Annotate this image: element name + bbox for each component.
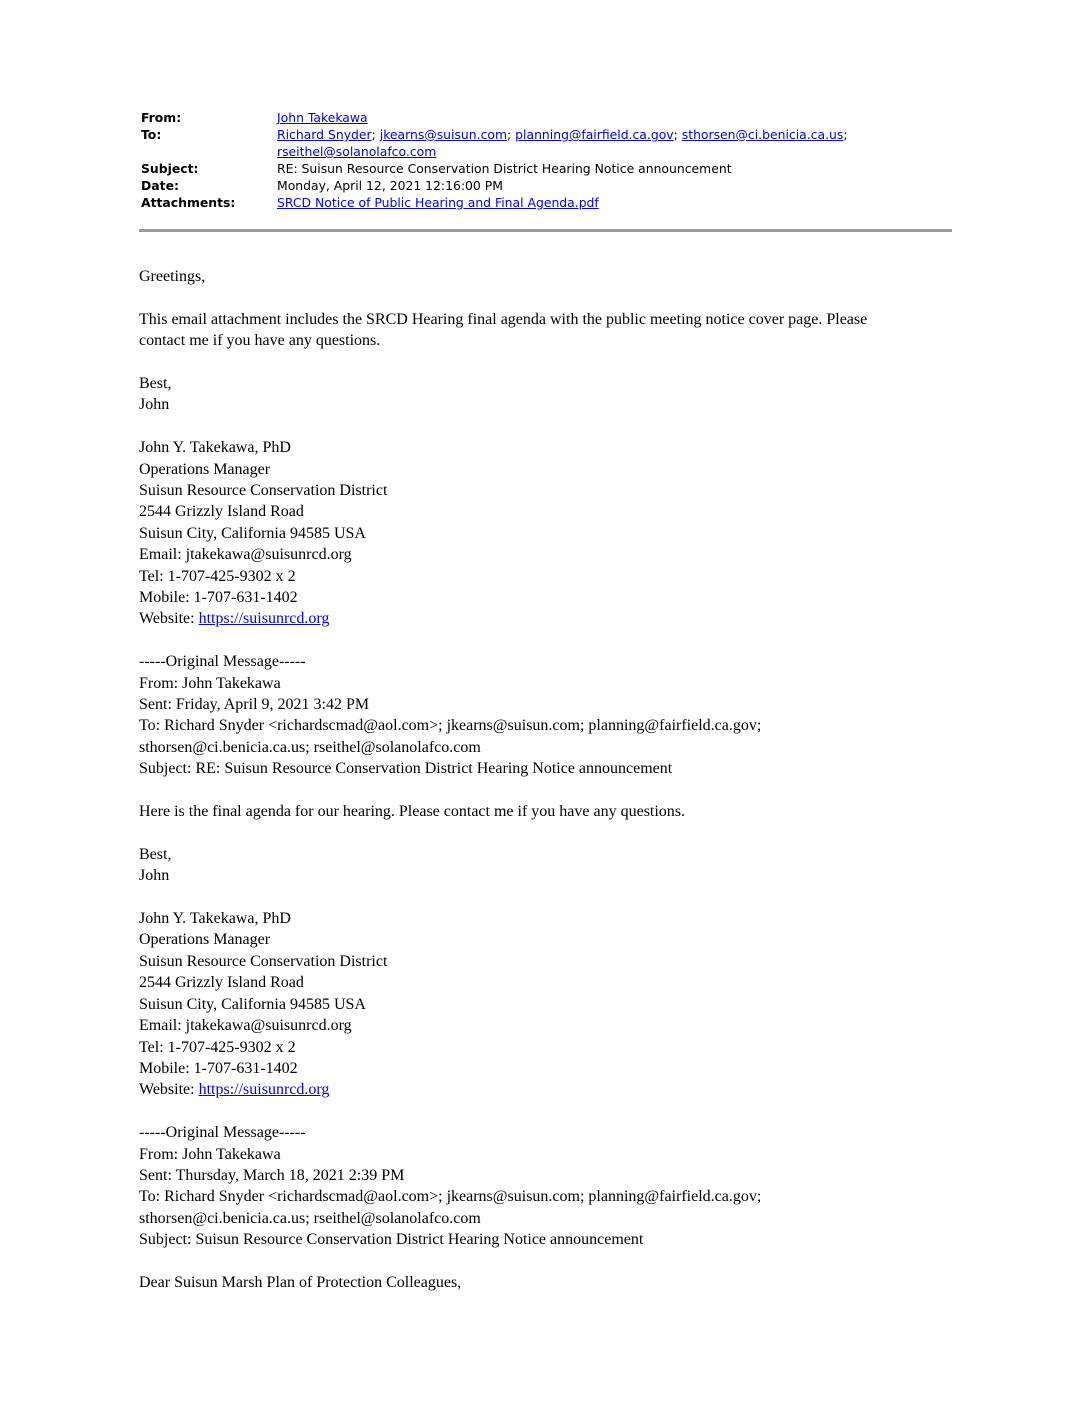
date-label: Date:	[141, 178, 179, 193]
signature-block	[139, 908, 959, 1101]
signature-email: Email: jtakekawa@suisunrcd.org	[139, 1017, 352, 1035]
from-label: From:	[141, 110, 182, 125]
attachments-row	[141, 194, 953, 211]
recipient-link[interactable]: rseithel@solanolafco.com	[277, 144, 437, 159]
from-row	[141, 109, 953, 126]
original-message-header: -----Original Message----- From: John Takekawa Sent: Thursday, March 18, 2021 2:39 PM To: Richard Snyder <richardscmad@aol.com>; jkearns@suisun.com; planning@fairfield.ca.gov; sthorsen@ci.benicia.ca.us; rseithel@solanolafco.com Subject: Suisun Resource Conservation District Hearing Notice announcement	[139, 1122, 959, 1250]
signature-street: 2544 Grizzly Island Road	[139, 974, 304, 992]
original-marker: -----Original Message-----	[139, 653, 306, 671]
subject-row	[141, 160, 953, 177]
signature-block	[139, 437, 959, 630]
email-header	[141, 109, 953, 211]
subject-label: Subject:	[141, 161, 199, 176]
signature-org: Suisun Resource Conservation District	[139, 952, 388, 970]
greeting: Greetings,	[139, 268, 206, 285]
signature-title: Operations Manager	[139, 460, 271, 478]
signature-website: Website: https://suisunrcd.org	[139, 610, 330, 628]
signature-title: Operations Manager	[139, 931, 271, 949]
signature-name: John Y. Takekawa, PhD	[139, 910, 291, 928]
email-body	[139, 266, 959, 1315]
original-message-header: -----Original Message----- From: John Takekawa Sent: Friday, April 9, 2021 3:42 PM To: Richard Snyder <richardscmad@aol.com>; jkearns@suisun.com; planning@fairfield.ca.gov; sthorsen@ci.benicia.ca.us; rseithel@solanolafco.com Subject: RE: Suisun Resource Conservation District Hearing Notice announcement	[139, 651, 959, 779]
date-value: Monday, April 12, 2021 12:16:00 PM	[277, 178, 503, 193]
signature-mobile: Mobile: 1-707-631-1402	[139, 1059, 298, 1077]
signature-tel: Tel: 1-707-425-9302 x 2	[139, 1038, 296, 1056]
to-label: To:	[141, 127, 162, 142]
closing: Best, John	[139, 375, 172, 414]
header-divider	[139, 229, 952, 232]
signature-street: 2544 Grizzly Island Road	[139, 503, 304, 521]
signature-org: Suisun Resource Conservation District	[139, 482, 388, 500]
recipient-link[interactable]: Richard Snyder	[277, 127, 372, 142]
recipient-link[interactable]: sthorsen@ci.benicia.ca.us	[681, 127, 844, 142]
website-link[interactable]: https://suisunrcd.org	[198, 610, 330, 628]
signature-mobile: Mobile: 1-707-631-1402	[139, 589, 298, 607]
attachments-label: Attachments:	[141, 195, 236, 210]
salutation: Dear Suisun Marsh Plan of Protection Colleagues,	[139, 1273, 462, 1291]
original-marker: -----Original Message-----	[139, 1124, 306, 1142]
to-row	[141, 126, 953, 160]
signature-email: Email: jtakekawa@suisunrcd.org	[139, 546, 352, 564]
signature-tel: Tel: 1-707-425-9302 x 2	[139, 567, 296, 585]
signature-city: Suisun City, California 94585 USA	[139, 995, 366, 1013]
signature-website: Website: https://suisunrcd.org	[139, 1081, 330, 1099]
date-row	[141, 177, 953, 194]
signature-city: Suisun City, California 94585 USA	[139, 524, 366, 542]
website-link[interactable]: https://suisunrcd.org	[198, 1081, 330, 1099]
recipient-link[interactable]: jkearns@suisun.com	[379, 127, 508, 142]
intro-paragraph: This email attachment includes the SRCD Hearing final agenda with the public meeting notice cover page. Please contact me if you have any questions.	[139, 310, 868, 350]
to-recipients: Richard Snyder; jkearns@suisun.com; planning@fairfield.ca.gov; sthorsen@ci.benicia.ca.us; rseithel@solanolafco.com	[277, 127, 848, 159]
subject-value: RE: Suisun Resource Conservation District Hearing Notice announcement	[277, 161, 732, 176]
closing: Best, John	[139, 845, 172, 885]
recipient-link[interactable]: planning@fairfield.ca.gov	[515, 127, 674, 142]
original-message-body: Here is the final agenda for our hearing. Please contact me if you have any questions.	[139, 803, 686, 821]
sender-link[interactable]: John Takekawa	[277, 110, 368, 125]
attachment-link[interactable]: SRCD Notice of Public Hearing and Final Agenda.pdf	[277, 195, 599, 210]
signature-name: John Y. Takekawa, PhD	[139, 439, 291, 457]
